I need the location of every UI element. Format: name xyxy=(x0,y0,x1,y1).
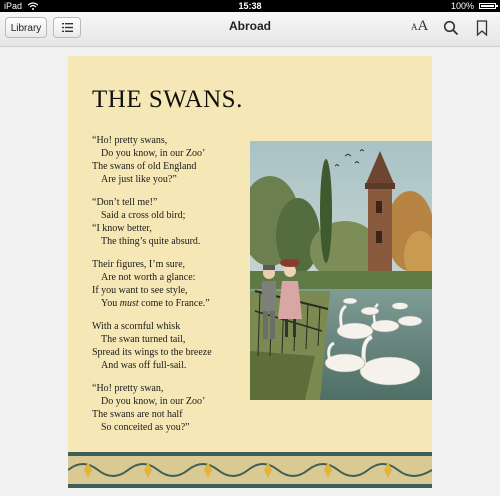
poem-line: “Ho! pretty swan, xyxy=(92,383,164,394)
poem-line: Do you know, in our Zoo’ xyxy=(101,148,206,159)
bookmark-icon[interactable] xyxy=(476,20,488,36)
poem-line: Spread its wings to the breeze xyxy=(92,347,212,358)
poem-line: If you want to see style, xyxy=(92,285,188,296)
carrier-label: iPad xyxy=(4,1,23,11)
search-icon[interactable] xyxy=(443,20,459,36)
font-size-icon[interactable]: AA xyxy=(411,18,429,34)
poem-text xyxy=(92,134,252,434)
poem-line: Are just like you?” xyxy=(101,174,177,185)
poem-line: Said a cross old bird; xyxy=(101,210,186,221)
poem-line: You must come to France.” xyxy=(101,298,210,309)
status-bar xyxy=(0,0,500,12)
status-time: 15:38 xyxy=(238,1,262,11)
poem-line: So conceited as you?” xyxy=(101,422,190,433)
battery-percent: 100% xyxy=(450,1,474,11)
poem-line: The swan turned tail, xyxy=(101,334,186,345)
swans-illustration xyxy=(250,141,432,400)
stanza-gap xyxy=(92,310,252,320)
poem-line: “Ho! pretty swans, xyxy=(92,135,168,146)
battery-icon xyxy=(479,3,496,9)
reader-toolbar xyxy=(0,12,500,47)
book-title: Abroad xyxy=(229,19,271,33)
decorative-border xyxy=(68,452,432,488)
poem-line: The swans of old England xyxy=(92,161,197,172)
poem-line: Are not worth a glance: xyxy=(101,272,196,283)
poem-line: “I know better, xyxy=(92,223,152,234)
poem-line: Do you know, in our Zoo’ xyxy=(101,396,206,407)
poem-line: And was off full-sail. xyxy=(101,360,187,371)
poem-line: The thing’s quite absurd. xyxy=(101,236,201,247)
poem-line: “Don’t tell me!” xyxy=(92,197,158,208)
poem-title: THE SWANS. xyxy=(92,86,243,113)
stanza-gap xyxy=(92,186,252,196)
poem-line: With a scornful whisk xyxy=(92,321,181,332)
book-page xyxy=(68,56,432,488)
library-button[interactable]: Library xyxy=(5,17,47,38)
poem-line: Their figures, I’m sure, xyxy=(92,259,186,270)
stanza-gap xyxy=(92,372,252,382)
poem-line: The swans are not half xyxy=(92,409,183,420)
stanza-gap xyxy=(92,248,252,258)
